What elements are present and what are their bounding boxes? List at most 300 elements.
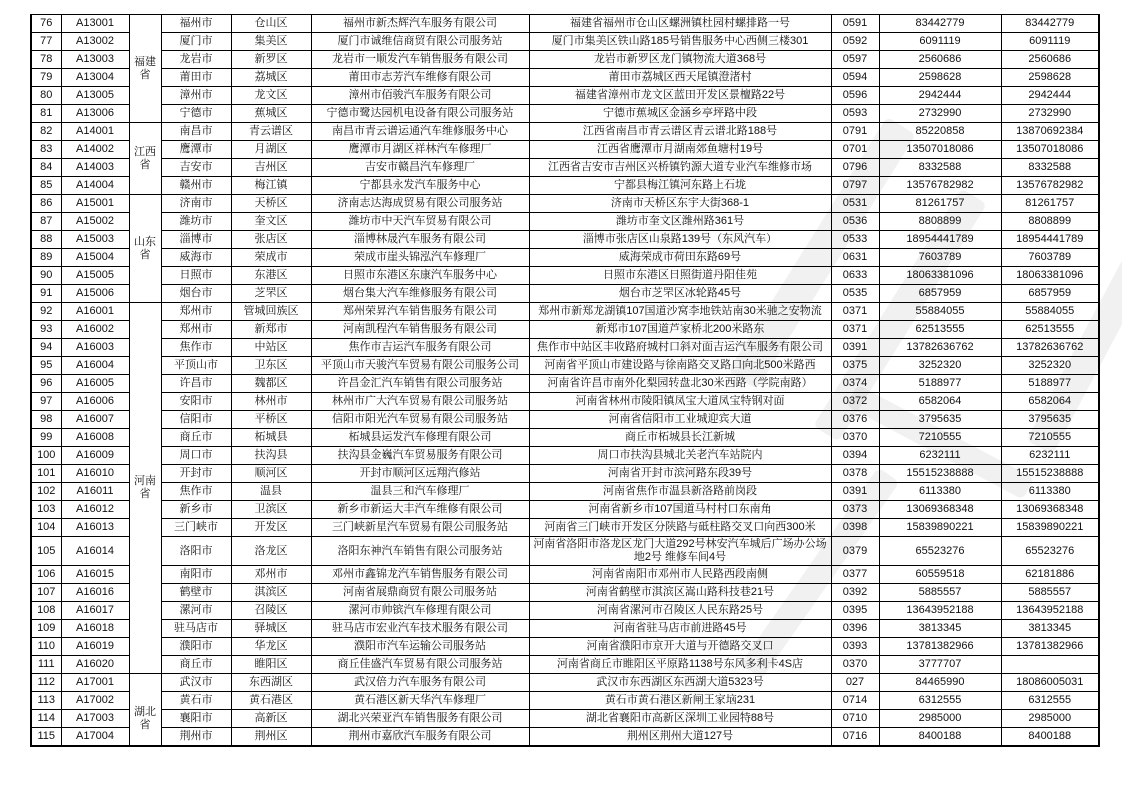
area-code-cell: 0393 [831,638,879,656]
company-name-cell: 漳州市佰骏汽车服务有限公司 [311,87,529,105]
phone-1-cell: 15839890221 [879,519,1001,537]
station-code: A14001 [61,123,129,141]
row-number: 76 [31,15,61,33]
city-cell: 漯河市 [161,602,231,620]
city-cell: 安阳市 [161,393,231,411]
city-cell: 焦作市 [161,339,231,357]
address-cell: 郑州市新郑龙湖镇107国道沙窝李地铁站南30米驰之安物流 [529,303,831,321]
table-row [31,195,1099,213]
phone-1-cell: 7603789 [879,249,1001,267]
phone-2-cell: 55884055 [1001,303,1099,321]
address-cell: 黄石市黄石港区新闸王家垴231 [529,692,831,710]
area-code-cell: 0392 [831,584,879,602]
district-cell: 平桥区 [231,411,311,429]
phone-1-cell: 3252320 [879,357,1001,375]
city-cell: 襄阳市 [161,710,231,728]
company-name-cell: 福州市新杰辉汽车服务有限公司 [311,15,529,33]
company-name-cell: 荆州市嘉欣汽车服务有限公司 [311,728,529,746]
province-label: 湖北省 [134,706,156,732]
station-code: A15005 [61,267,129,285]
district-cell: 仓山区 [231,15,311,33]
company-name-cell: 吉安市赣昌汽车修理厂 [311,159,529,177]
phone-2-cell: 8808899 [1001,213,1099,231]
table-row [31,656,1099,674]
address-cell: 河南省驻马店市前进路45号 [529,620,831,638]
row-number: 96 [31,375,61,393]
area-code-cell: 0714 [831,692,879,710]
phone-1-cell: 3813345 [879,620,1001,638]
phone-2-cell: 13507018086 [1001,141,1099,159]
row-number: 94 [31,339,61,357]
phone-1-cell: 6113380 [879,483,1001,501]
phone-1-cell: 13069368348 [879,501,1001,519]
row-number: 89 [31,249,61,267]
company-name-cell: 济南志达海成贸易有限公司服务站 [311,195,529,213]
station-code: A16002 [61,321,129,339]
company-name-cell: 龙岩市一顺发汽车销售服务有限公司 [311,51,529,69]
address-cell: 烟台市芝罘区冰轮路45号 [529,285,831,303]
province-label: 福建省 [134,55,156,81]
district-cell: 梅江镇 [231,177,311,195]
company-name-cell: 许昌金汇汽车销售有限公司服务站 [311,375,529,393]
station-code: A16012 [61,501,129,519]
phone-2-cell: 6857959 [1001,285,1099,303]
table-row [31,159,1099,177]
table-row [31,15,1099,33]
phone-1-cell: 18063381096 [879,267,1001,285]
phone-2-cell: 83442779 [1001,15,1099,33]
district-cell: 吉州区 [231,159,311,177]
city-cell: 济南市 [161,195,231,213]
phone-2-cell: 3252320 [1001,357,1099,375]
row-number: 83 [31,141,61,159]
phone-1-cell: 5188977 [879,375,1001,393]
station-code: A13004 [61,69,129,87]
city-cell: 郑州市 [161,303,231,321]
station-code: A13006 [61,105,129,123]
table-row [31,285,1099,303]
address-cell: 龙岩市新罗区龙门镇物流大道368号 [529,51,831,69]
table-row [31,87,1099,105]
row-number: 91 [31,285,61,303]
district-cell: 召陵区 [231,602,311,620]
address-cell: 河南省南阳市邓州市人民路西段南侧 [529,566,831,584]
area-code-cell: 0376 [831,411,879,429]
company-name-cell: 扶沟县金巍汽车贸易服务有限公司 [311,447,529,465]
phone-2-cell: 8400188 [1001,728,1099,746]
city-cell: 龙岩市 [161,51,231,69]
company-name-cell: 漯河市帅镔汽车修理有限公司 [311,602,529,620]
company-name-cell: 商丘佳盛汽车贸易有限公司服务站 [311,656,529,674]
row-number: 92 [31,303,61,321]
table-row [31,231,1099,249]
city-cell: 南阳市 [161,566,231,584]
phone-2-cell: 7603789 [1001,249,1099,267]
address-cell: 河南省洛阳市洛龙区龙门大道292号林安汽车城后广场办公场地2号 维修车间4号 [529,537,831,566]
address-cell: 河南省信阳市工业城迎宾大道 [529,411,831,429]
district-cell: 顺河区 [231,465,311,483]
phone-1-cell: 6232111 [879,447,1001,465]
company-name-cell: 河南省展鼎商贸有限公司服务站 [311,584,529,602]
district-cell: 高新区 [231,710,311,728]
city-cell: 威海市 [161,249,231,267]
station-code: A16016 [61,584,129,602]
city-cell: 南昌市 [161,123,231,141]
table-row [31,177,1099,195]
province-label: 山东省 [134,235,156,261]
area-code-cell: 0591 [831,15,879,33]
company-name-cell: 濮阳市汽车运输公司服务站 [311,638,529,656]
phone-1-cell: 2732990 [879,105,1001,123]
phone-1-cell: 84465990 [879,674,1001,692]
address-cell: 河南省漯河市召陵区人民东路25号 [529,602,831,620]
company-name-cell: 河南凯程汽车销售服务有限公司 [311,321,529,339]
phone-2-cell: 13643952188 [1001,602,1099,620]
row-number: 107 [31,584,61,602]
table-row [31,501,1099,519]
row-number: 99 [31,429,61,447]
table-row [31,584,1099,602]
phone-2-cell: 18086005031 [1001,674,1099,692]
area-code-cell: 0371 [831,321,879,339]
address-cell: 莆田市荔城区西天尾镇澄渚村 [529,69,831,87]
address-cell: 河南省鹤壁市淇滨区嵩山路科技巷21号 [529,584,831,602]
district-cell: 龙文区 [231,87,311,105]
district-cell: 邓州市 [231,566,311,584]
district-cell: 魏都区 [231,375,311,393]
station-code: A16020 [61,656,129,674]
district-cell: 新郑市 [231,321,311,339]
row-number: 110 [31,638,61,656]
table-row [31,141,1099,159]
station-code: A16003 [61,339,129,357]
station-code: A15004 [61,249,129,267]
station-code: A16006 [61,393,129,411]
area-code-cell: 0391 [831,339,879,357]
district-cell: 张店区 [231,231,311,249]
table-row [31,537,1099,566]
city-cell: 鹰潭市 [161,141,231,159]
company-name-cell: 厦门市诚维信商贸有限公司服务站 [311,33,529,51]
phone-1-cell: 13507018086 [879,141,1001,159]
province-cell [129,195,161,303]
phone-2-cell: 3795635 [1001,411,1099,429]
district-cell: 荣成市 [231,249,311,267]
area-code-cell: 0372 [831,393,879,411]
city-cell: 平顶山市 [161,357,231,375]
address-cell: 荆州区荆州大道127号 [529,728,831,746]
address-cell: 江西省南昌市青云谱区青云谱北路188号 [529,123,831,141]
table-row [31,213,1099,231]
table-body [31,15,1099,746]
address-cell: 日照市东港区日照街道丹阳佳苑 [529,267,831,285]
province-cell [129,303,161,674]
table-row [31,519,1099,537]
phone-1-cell: 2598628 [879,69,1001,87]
table-row [31,602,1099,620]
station-code: A15001 [61,195,129,213]
area-code-cell: 0394 [831,447,879,465]
phone-2-cell: 62181886 [1001,566,1099,584]
phone-1-cell: 5885557 [879,584,1001,602]
area-code-cell: 0371 [831,303,879,321]
district-cell: 淇滨区 [231,584,311,602]
company-name-cell: 郑州荣昇汽车销售服务有限公司 [311,303,529,321]
area-code-cell: 0374 [831,375,879,393]
station-code: A15003 [61,231,129,249]
city-cell: 潍坊市 [161,213,231,231]
row-number: 78 [31,51,61,69]
district-cell: 卫滨区 [231,501,311,519]
station-code: A13001 [61,15,129,33]
district-cell: 青云谱区 [231,123,311,141]
phone-1-cell: 60559518 [879,566,1001,584]
district-cell: 天桥区 [231,195,311,213]
area-code-cell: 0716 [831,728,879,746]
row-number: 81 [31,105,61,123]
station-code: A16004 [61,357,129,375]
area-code-cell: 0797 [831,177,879,195]
district-cell: 洛龙区 [231,537,311,566]
district-cell: 林州市 [231,393,311,411]
city-cell: 新乡市 [161,501,231,519]
address-cell: 河南省新乡市107国道马村村口东南角 [529,501,831,519]
city-cell: 三门峡市 [161,519,231,537]
address-cell: 宁都县梅江镇河东路上石垅 [529,177,831,195]
phone-1-cell: 3795635 [879,411,1001,429]
row-number: 79 [31,69,61,87]
row-number: 77 [31,33,61,51]
row-number: 100 [31,447,61,465]
address-cell: 新郑市107国道芦家桥北200米路东 [529,321,831,339]
city-cell: 武汉市 [161,674,231,692]
phone-1-cell: 62513555 [879,321,1001,339]
station-code: A14002 [61,141,129,159]
phone-1-cell: 13782636762 [879,339,1001,357]
row-number: 114 [31,710,61,728]
phone-2-cell: 15839890221 [1001,519,1099,537]
company-name-cell: 潍坊市中天汽车贸易有限公司 [311,213,529,231]
company-name-cell: 柘城县运发汽车修理有限公司 [311,429,529,447]
city-cell: 日照市 [161,267,231,285]
phone-1-cell: 8332588 [879,159,1001,177]
company-name-cell: 平顶山市天骏汽车贸易有限公司服务公司 [311,357,529,375]
district-cell: 蕉城区 [231,105,311,123]
city-cell: 洛阳市 [161,537,231,566]
city-cell: 淄博市 [161,231,231,249]
area-code-cell: 0536 [831,213,879,231]
province-cell [129,674,161,746]
phone-1-cell: 65523276 [879,537,1001,566]
row-number: 115 [31,728,61,746]
phone-1-cell: 13781382966 [879,638,1001,656]
table-row [31,674,1099,692]
city-cell: 荆州市 [161,728,231,746]
row-number: 111 [31,656,61,674]
address-cell: 河南省开封市滨河路东段39号 [529,465,831,483]
station-code: A14003 [61,159,129,177]
company-name-cell: 莆田市志芳汽车维修有限公司 [311,69,529,87]
area-code-cell: 0370 [831,429,879,447]
table-row [31,51,1099,69]
city-cell: 周口市 [161,447,231,465]
phone-1-cell: 13643952188 [879,602,1001,620]
table-row [31,303,1099,321]
row-number: 103 [31,501,61,519]
city-cell: 烟台市 [161,285,231,303]
phone-2-cell: 8332588 [1001,159,1099,177]
phone-1-cell: 13576782982 [879,177,1001,195]
table-row [31,105,1099,123]
address-cell: 河南省许昌市南外化梨园转盘北30米西路（学院南路） [529,375,831,393]
district-cell: 东西湖区 [231,674,311,692]
phone-1-cell: 2560686 [879,51,1001,69]
company-name-cell: 荣成市崖头锦泓汽车修理厂 [311,249,529,267]
city-cell: 厦门市 [161,33,231,51]
table-row [31,33,1099,51]
address-cell: 济南市天桥区东宇大街368-1 [529,195,831,213]
row-number: 106 [31,566,61,584]
row-number: 80 [31,87,61,105]
province-cell [129,123,161,195]
row-number: 95 [31,357,61,375]
company-name-cell: 温县三和汽车修理厂 [311,483,529,501]
city-cell: 黄石市 [161,692,231,710]
province-label: 河南省 [134,475,156,500]
table-row [31,357,1099,375]
city-cell: 开封市 [161,465,231,483]
row-number: 90 [31,267,61,285]
table-row [31,249,1099,267]
district-cell: 荔城区 [231,69,311,87]
phone-1-cell: 55884055 [879,303,1001,321]
district-cell: 黄石港区 [231,692,311,710]
phone-1-cell: 7210555 [879,429,1001,447]
station-code: A17003 [61,710,129,728]
company-name-cell: 开封市顺河区远翔汽修站 [311,465,529,483]
area-code-cell: 0373 [831,501,879,519]
station-code: A13005 [61,87,129,105]
table-row [31,69,1099,87]
district-cell: 奎文区 [231,213,311,231]
company-name-cell: 三门峡新星汽车贸易有限公司服务站 [311,519,529,537]
phone-1-cell: 85220858 [879,123,1001,141]
table-row [31,447,1099,465]
district-cell: 华龙区 [231,638,311,656]
service-station-table [30,14,1100,747]
city-cell: 许昌市 [161,375,231,393]
table-row [31,638,1099,656]
station-code: A16019 [61,638,129,656]
table-row [31,267,1099,285]
company-name-cell: 驻马店市宏业汽车技术服务有限公司 [311,620,529,638]
phone-2-cell: 13781382966 [1001,638,1099,656]
phone-2-cell: 81261757 [1001,195,1099,213]
area-code-cell: 0533 [831,231,879,249]
area-code-cell: 0396 [831,620,879,638]
company-name-cell: 日照市东港区东康汽车服务中心 [311,267,529,285]
city-cell: 驻马店市 [161,620,231,638]
address-cell: 威海荣成市荷田东路69号 [529,249,831,267]
table-row [31,411,1099,429]
phone-2-cell: 13069368348 [1001,501,1099,519]
phone-2-cell: 18063381096 [1001,267,1099,285]
district-cell: 驿城区 [231,620,311,638]
table-row [31,375,1099,393]
row-number: 86 [31,195,61,213]
city-cell: 福州市 [161,15,231,33]
district-cell: 温县 [231,483,311,501]
table-row [31,429,1099,447]
address-cell: 福建省漳州市龙文区蓝田开发区景檀路22号 [529,87,831,105]
district-cell: 荆州区 [231,728,311,746]
district-cell: 集美区 [231,33,311,51]
area-code-cell: 0791 [831,123,879,141]
company-name-cell: 洛阳东神汽车销售有限公司服务站 [311,537,529,566]
address-cell: 河南省三门峡市开发区分陕路与砥柱路交叉口向西300米 [529,519,831,537]
address-cell: 厦门市集美区铁山路185号销售服务中心西侧三楼301 [529,33,831,51]
table-row [31,710,1099,728]
company-name-cell: 鹰潭市月湖区祥林汽车修理厂 [311,141,529,159]
row-number: 93 [31,321,61,339]
table-row [31,483,1099,501]
area-code-cell: 0633 [831,267,879,285]
station-code: A17004 [61,728,129,746]
city-cell: 鹤壁市 [161,584,231,602]
station-code: A14004 [61,177,129,195]
area-code-cell: 0377 [831,566,879,584]
address-cell: 周口市扶沟县城北关老汽车站院内 [529,447,831,465]
area-code-cell: 0796 [831,159,879,177]
row-number: 84 [31,159,61,177]
address-cell: 福建省福州市仓山区螺洲镇杜园村螺排路一号 [529,15,831,33]
phone-2-cell: 13782636762 [1001,339,1099,357]
address-cell: 淄博市张店区山泉路139号（东风汽车） [529,231,831,249]
district-cell: 新罗区 [231,51,311,69]
city-cell: 赣州市 [161,177,231,195]
district-cell: 柘城县 [231,429,311,447]
phone-2-cell: 7210555 [1001,429,1099,447]
phone-1-cell: 6312555 [879,692,1001,710]
station-code: A16011 [61,483,129,501]
address-cell: 河南省濮阳市京开大道与开德路交叉口 [529,638,831,656]
table-row [31,620,1099,638]
station-code: A16018 [61,620,129,638]
phone-2-cell [1001,656,1099,674]
district-cell: 中站区 [231,339,311,357]
area-code-cell: 0378 [831,465,879,483]
city-cell: 商丘市 [161,656,231,674]
row-number: 109 [31,620,61,638]
area-code-cell: 0594 [831,69,879,87]
city-cell: 吉安市 [161,159,231,177]
table-row [31,123,1099,141]
city-cell: 濮阳市 [161,638,231,656]
phone-2-cell: 13576782982 [1001,177,1099,195]
phone-2-cell: 2598628 [1001,69,1099,87]
row-number: 97 [31,393,61,411]
phone-2-cell: 6091119 [1001,33,1099,51]
district-cell: 开发区 [231,519,311,537]
table-row [31,339,1099,357]
city-cell: 宁德市 [161,105,231,123]
district-cell: 东港区 [231,267,311,285]
area-code-cell: 0597 [831,51,879,69]
company-name-cell: 武汉倍力汽车服务有限公司 [311,674,529,692]
phone-2-cell: 6582064 [1001,393,1099,411]
phone-1-cell: 81261757 [879,195,1001,213]
district-cell: 睢阳区 [231,656,311,674]
